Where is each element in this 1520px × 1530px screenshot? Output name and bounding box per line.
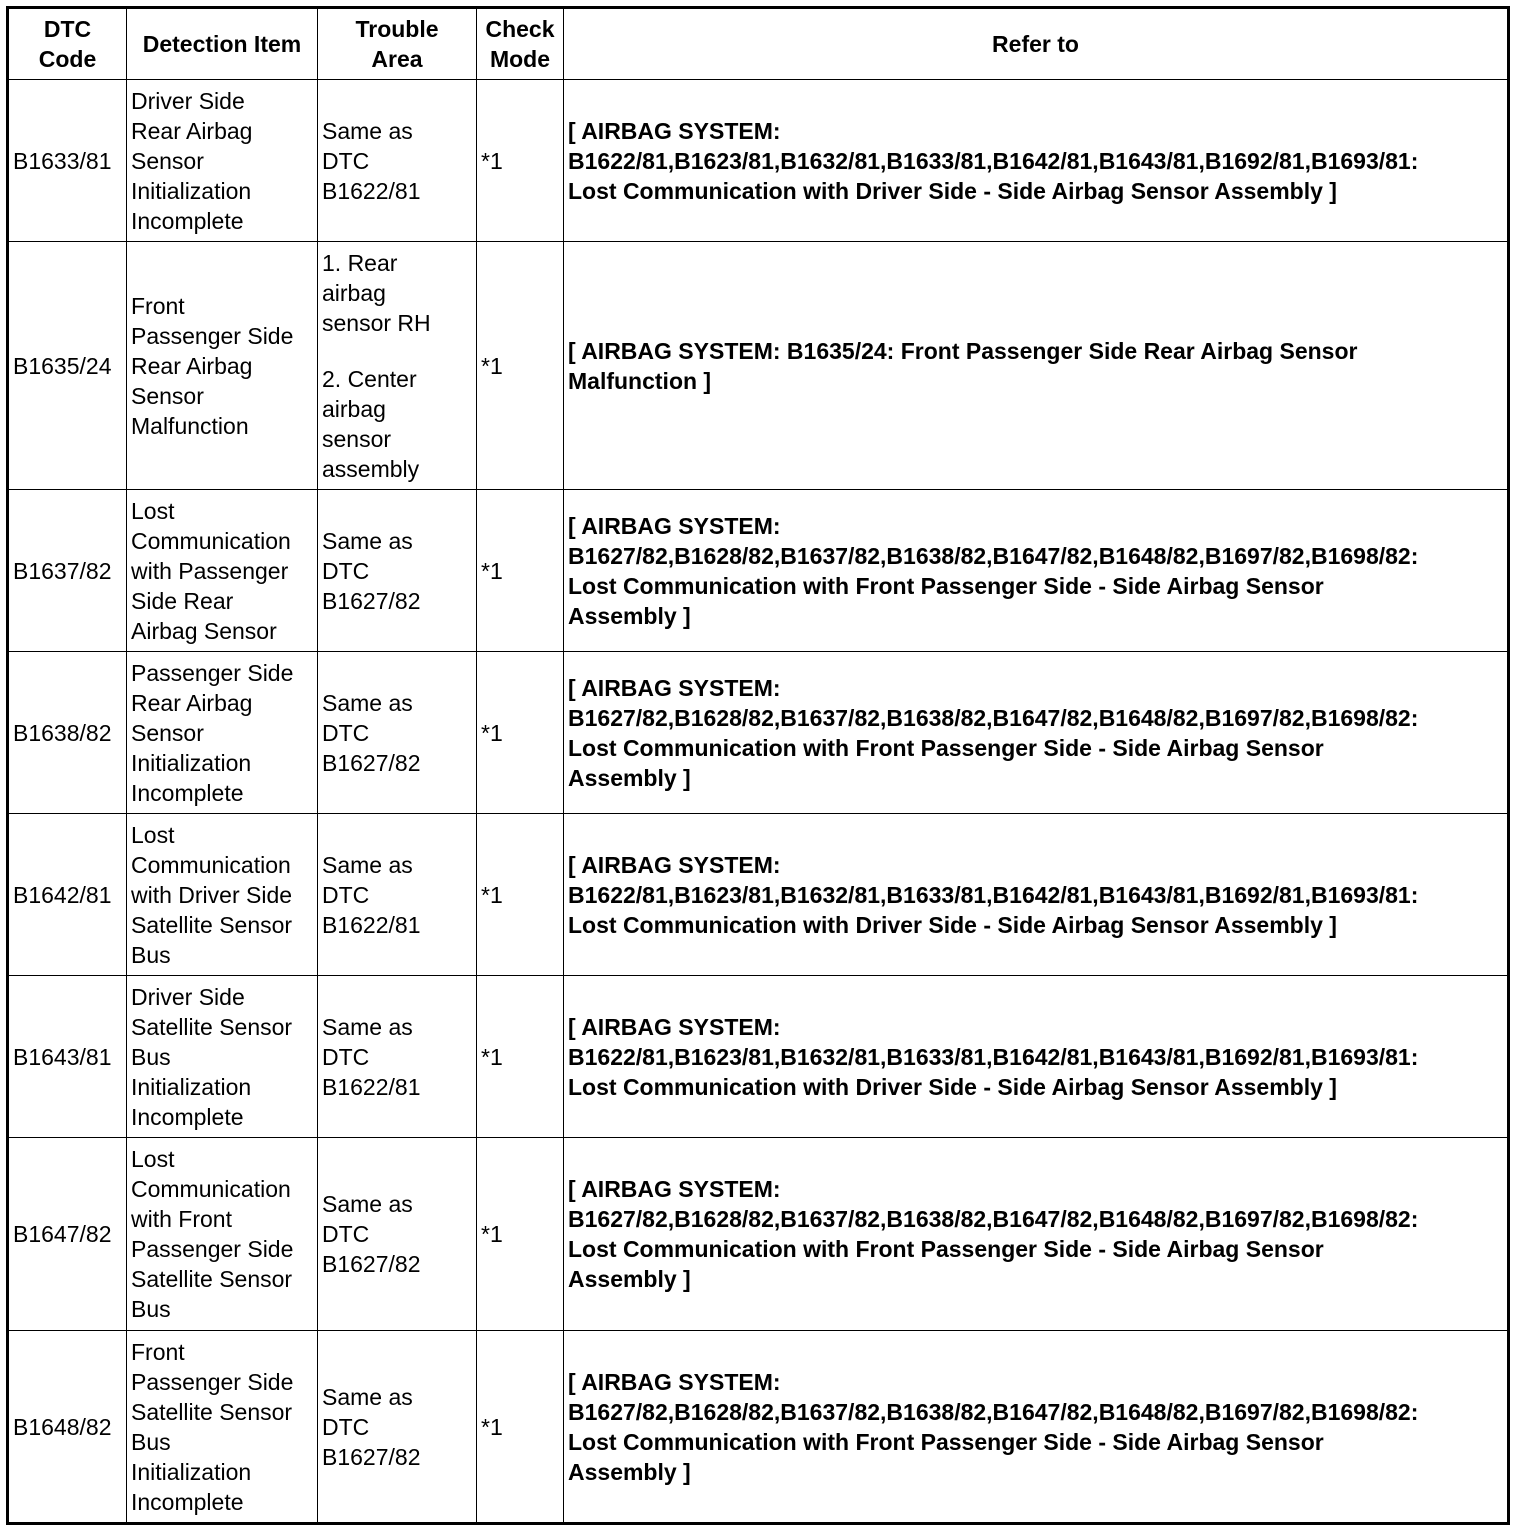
table-row <box>8 242 1509 490</box>
table-row <box>8 1138 1509 1331</box>
detection-item-cell: Front Passenger Side Rear Airbag Sensor Malfunction <box>127 242 318 490</box>
refer-to-cell: [ AIRBAG SYSTEM: B1622/81,B1623/81,B1632/81,B1633/81,B1642/81,B1643/81,B1692/81,B1693/81: Lost Communication with Driver Side - Side Airbag Sensor Assembly ] <box>564 80 1509 242</box>
check-mode-cell: *1 <box>477 976 564 1138</box>
table-header-row <box>8 8 1509 80</box>
refer-to-cell: [ AIRBAG SYSTEM: B1622/81,B1623/81,B1632/81,B1633/81,B1642/81,B1643/81,B1692/81,B1693/81: Lost Communication with Driver Side - Side Airbag Sensor Assembly ] <box>564 976 1509 1138</box>
detection-item-cell: Lost Communication with Passenger Side Rear Airbag Sensor <box>127 490 318 652</box>
dtc-code-cell: B1637/82 <box>8 490 127 652</box>
trouble-area-text: Same as DTC B1627/82 <box>322 689 421 776</box>
check-mode-cell: *1 <box>477 490 564 652</box>
trouble-area-cell <box>318 490 477 652</box>
check-mode-cell: *1 <box>477 80 564 242</box>
dtc-table-container <box>6 6 1510 1525</box>
trouble-area-text: 1. Rear airbag sensor RH <box>322 249 431 336</box>
dtc-code-cell: B1635/24 <box>8 242 127 490</box>
detection-item-cell: Lost Communication with Front Passenger Side Satellite Sensor Bus <box>127 1138 318 1331</box>
table-row <box>8 976 1509 1138</box>
trouble-area-cell <box>318 1331 477 1524</box>
header-refer-to: Refer to <box>564 8 1509 80</box>
trouble-area-text: Same as DTC B1622/81 <box>322 851 421 938</box>
header-check-mode: Check Mode <box>477 8 564 80</box>
trouble-area-cell <box>318 652 477 814</box>
trouble-area-text: Same as DTC B1622/81 <box>322 1013 421 1100</box>
check-mode-cell: *1 <box>477 1331 564 1524</box>
refer-to-cell: [ AIRBAG SYSTEM: B1627/82,B1628/82,B1637/82,B1638/82,B1647/82,B1648/82,B1697/82,B1698/82: Lost Communication with Front Passenger Side - Side Airbag Sensor Assembly ] <box>564 652 1509 814</box>
trouble-area-text: Same as DTC B1627/82 <box>322 1191 421 1277</box>
table-row <box>8 1331 1509 1524</box>
table-row <box>8 652 1509 814</box>
table-row <box>8 814 1509 976</box>
header-dtc-code: DTC Code <box>8 8 127 80</box>
trouble-area-cell <box>318 242 477 490</box>
trouble-area-cell <box>318 976 477 1138</box>
check-mode-cell: *1 <box>477 242 564 490</box>
check-mode-cell: *1 <box>477 652 564 814</box>
detection-item-cell: Passenger Side Rear Airbag Sensor Initialization Incomplete <box>127 652 318 814</box>
trouble-area-cell <box>318 1138 477 1331</box>
refer-to-cell: [ AIRBAG SYSTEM: B1627/82,B1628/82,B1637/82,B1638/82,B1647/82,B1648/82,B1697/82,B1698/82: Lost Communication with Front Passenger Side - Side Airbag Sensor Assembly ] <box>564 490 1509 652</box>
dtc-code-cell: B1633/81 <box>8 80 127 242</box>
detection-item-cell: Lost Communication with Driver Side Satellite Sensor Bus <box>127 814 318 976</box>
check-mode-cell: *1 <box>477 1138 564 1331</box>
check-mode-cell: *1 <box>477 814 564 976</box>
trouble-area-text: Same as DTC B1627/82 <box>322 527 421 614</box>
trouble-area-cell <box>318 814 477 976</box>
refer-to-cell: [ AIRBAG SYSTEM: B1635/24: Front Passenger Side Rear Airbag Sensor Malfunction ] <box>564 242 1509 490</box>
dtc-code-cell: B1643/81 <box>8 976 127 1138</box>
trouble-area-text: 2. Center airbag sensor assembly <box>322 365 420 482</box>
trouble-area-cell <box>318 80 477 242</box>
table-body <box>8 80 1509 1524</box>
header-detection-item: Detection Item <box>127 8 318 80</box>
dtc-table <box>6 6 1510 1525</box>
dtc-code-cell: B1642/81 <box>8 814 127 976</box>
trouble-area-text: Same as DTC B1627/82 <box>322 1383 421 1470</box>
table-row <box>8 80 1509 242</box>
detection-item-cell: Driver Side Rear Airbag Sensor Initialization Incomplete <box>127 80 318 242</box>
dtc-code-cell: B1638/82 <box>8 652 127 814</box>
refer-to-cell: [ AIRBAG SYSTEM: B1627/82,B1628/82,B1637/82,B1638/82,B1647/82,B1648/82,B1697/82,B1698/82: Lost Communication with Front Passenger Side - Side Airbag Sensor Assembly ] <box>564 1138 1509 1331</box>
detection-item-cell: Driver Side Satellite Sensor Bus Initialization Incomplete <box>127 976 318 1138</box>
refer-to-cell: [ AIRBAG SYSTEM: B1627/82,B1628/82,B1637/82,B1638/82,B1647/82,B1648/82,B1697/82,B1698/82: Lost Communication with Front Passenger Side - Side Airbag Sensor Assembly ] <box>564 1331 1509 1524</box>
table-row <box>8 490 1509 652</box>
refer-to-cell: [ AIRBAG SYSTEM: B1622/81,B1623/81,B1632/81,B1633/81,B1642/81,B1643/81,B1692/81,B1693/81: Lost Communication with Driver Side - Side Airbag Sensor Assembly ] <box>564 814 1509 976</box>
header-trouble-area: Trouble Area <box>318 8 477 80</box>
trouble-area-text: Same as DTC B1622/81 <box>322 117 421 204</box>
dtc-code-cell: B1647/82 <box>8 1138 127 1331</box>
detection-item-cell: Front Passenger Side Satellite Sensor Bus Initialization Incomplete <box>127 1331 318 1524</box>
dtc-code-cell: B1648/82 <box>8 1331 127 1524</box>
